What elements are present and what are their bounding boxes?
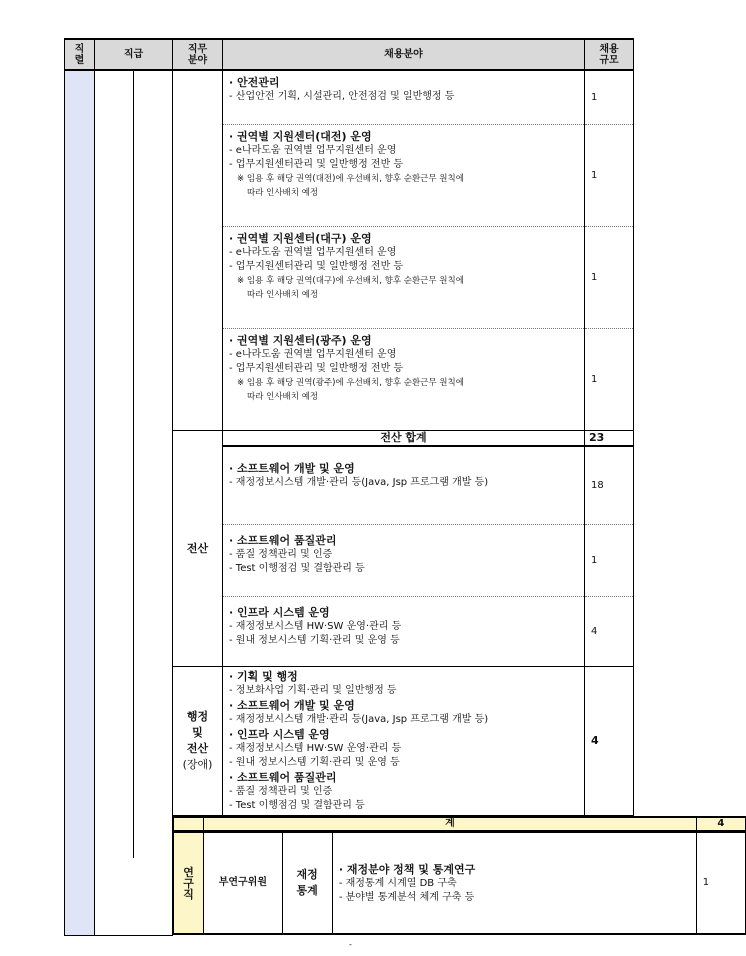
disabled-line-4: · 인프라 시스템 운영 xyxy=(229,728,330,741)
grand-total-value: 4 xyxy=(696,817,745,831)
disabled-duty-l1: 행정 xyxy=(186,710,209,723)
grand-total-spacer-1 xyxy=(174,817,204,831)
size-cell: 1 xyxy=(585,125,634,227)
field-title: · 소프트웨어 개발 및 운영 xyxy=(229,462,355,475)
research-wrapper xyxy=(173,832,710,935)
grand-total-label: 계 xyxy=(204,817,697,831)
size-cell: 1 xyxy=(585,525,634,597)
disabled-duty-l3: 전산 xyxy=(186,742,209,755)
field-line: - 업무지원센터관리 및 일반행정 전반 등 xyxy=(229,363,404,374)
size-cell: 1 xyxy=(585,70,634,125)
admin-row-1 xyxy=(65,70,638,125)
field-title: · 권역별 지원센터(광주) 운영 xyxy=(229,334,372,347)
jikmu-cell-admin xyxy=(173,70,223,431)
field-cell xyxy=(223,525,585,597)
disabled-size-cell: 4 xyxy=(585,667,634,816)
field-note: 따라 인사배치 예정 xyxy=(247,290,319,300)
header-row xyxy=(65,39,638,70)
jikgeup-cell-admin xyxy=(95,70,173,935)
disabled-field-cell xyxy=(223,667,585,816)
disabled-line-6: - 원내 정보시스템 기획·관리 및 운영 등 xyxy=(229,757,400,768)
research-size: 1 xyxy=(696,833,745,935)
field-line: - 원내 정보시스템 기획·관리 및 운영 등 xyxy=(229,635,400,646)
disabled-line-7: · 소프트웨어 품질관리 xyxy=(229,771,337,784)
disabled-line-1: - 정보화사업 기획·관리 및 일반행정 등 xyxy=(229,685,397,696)
field-line: - Test 이행점검 및 결함관리 등 xyxy=(229,563,365,574)
field-cell xyxy=(223,70,585,125)
recruitment-table xyxy=(64,38,725,936)
size-cell: 1 xyxy=(585,329,634,431)
field-cell xyxy=(223,446,585,525)
disabled-line-8: - 품질 정책관리 및 인증 xyxy=(229,786,333,797)
field-title: · 권역별 지원센터(대구) 운영 xyxy=(229,232,372,245)
field-note: 따라 인사배치 예정 xyxy=(247,392,319,402)
disabled-duty-l4: (장애) xyxy=(182,758,213,771)
header-size: 채용규모 xyxy=(585,39,634,70)
jikmu-cell-it: 전산 xyxy=(173,431,223,667)
field-title: · 인프라 시스템 운영 xyxy=(229,606,330,619)
size-cell: 4 xyxy=(585,597,634,667)
field-note: ※ 임용 후 해당 권역(대전)에 우선배치, 향후 순환근무 원칙에 xyxy=(237,174,464,184)
field-title: · 소프트웨어 품질관리 xyxy=(229,534,337,547)
header-field: 채용분야 xyxy=(223,39,585,70)
disabled-line-2: · 소프트웨어 개발 및 운영 xyxy=(229,699,355,712)
disabled-line-5: - 재정정보시스템 HW·SW 운영·관리 등 xyxy=(229,743,402,754)
field-line: - e나라도움 권역별 업무지원센터 운영 xyxy=(229,145,397,156)
page-mark: - xyxy=(349,940,352,949)
research-jikgeup: 부연구위원 xyxy=(204,833,282,935)
field-line: - 산업안전 기획, 시설관리, 안전점검 및 일반행정 등 xyxy=(229,91,455,102)
research-line-1: - 분야별 통계분석 체계 구축 등 xyxy=(338,891,475,903)
field-note: 따라 인사배치 예정 xyxy=(247,188,319,198)
research-duty xyxy=(282,833,332,935)
field-title: · 안전관리 xyxy=(229,76,280,89)
disabled-line-0: · 기획 및 행정 xyxy=(229,670,298,683)
jikmu-cell-disabled xyxy=(173,667,223,816)
recruitment-table-sheet xyxy=(64,38,725,936)
field-line: - e나라도움 권역별 업무지원센터 운영 xyxy=(229,247,397,258)
grand-total-table xyxy=(173,816,746,832)
disabled-duty-l2: 및 xyxy=(192,726,203,739)
field-line: - 업무지원센터관리 및 일반행정 전반 등 xyxy=(229,261,404,272)
grand-total-wrapper xyxy=(173,816,725,833)
it-total-label: 전산 합계 xyxy=(223,431,585,447)
grade-divider xyxy=(133,71,134,858)
disabled-line-3: - 재정정보시스템 개발·관리 등(Java, Jsp 프로그램 개발 등) xyxy=(229,714,489,725)
field-line: - 재정정보시스템 개발·관리 등(Java, Jsp 프로그램 개발 등) xyxy=(229,477,489,488)
research-line-0: - 재정통계 시계열 DB 구축 xyxy=(338,877,457,889)
header-jikmu: 직무분야 xyxy=(173,39,223,70)
size-cell: 18 xyxy=(585,446,634,525)
field-line: - 재정정보시스템 HW·SW 운영·관리 등 xyxy=(229,621,402,632)
research-duty-l2: 통계 xyxy=(296,884,318,897)
field-title: · 권역별 지원센터(대전) 운영 xyxy=(229,130,372,143)
field-note: ※ 임용 후 해당 권역(광주)에 우선배치, 향후 순환근무 원칙에 xyxy=(237,378,464,388)
field-note: ※ 임용 후 해당 권역(대구)에 우선배치, 향후 순환근무 원칙에 xyxy=(237,276,464,286)
research-title: · 재정분야 정책 및 통계연구 xyxy=(338,862,476,876)
field-line: - e나라도움 권역별 업무지원센터 운영 xyxy=(229,349,397,360)
field-cell xyxy=(223,227,585,329)
jikryeol-cell-admin xyxy=(65,70,95,935)
disabled-line-9: - Test 이행점검 및 결함관리 등 xyxy=(229,800,365,811)
field-line: - 업무지원센터관리 및 일반행정 전반 등 xyxy=(229,159,404,170)
field-cell xyxy=(223,329,585,431)
research-duty-l1: 재정 xyxy=(296,868,318,881)
field-cell xyxy=(223,597,585,667)
header-jikryeol: 직렬 xyxy=(65,39,95,70)
header-jikgeup: 직급 xyxy=(95,39,173,70)
it-total-value: 23 xyxy=(585,431,634,447)
size-cell: 1 xyxy=(585,227,634,329)
research-table xyxy=(173,832,746,935)
research-jikryeol: 연구직 xyxy=(174,833,204,935)
research-field-cell xyxy=(332,833,696,935)
field-cell xyxy=(223,125,585,227)
field-line: - 품질 정책관리 및 인증 xyxy=(229,549,333,560)
